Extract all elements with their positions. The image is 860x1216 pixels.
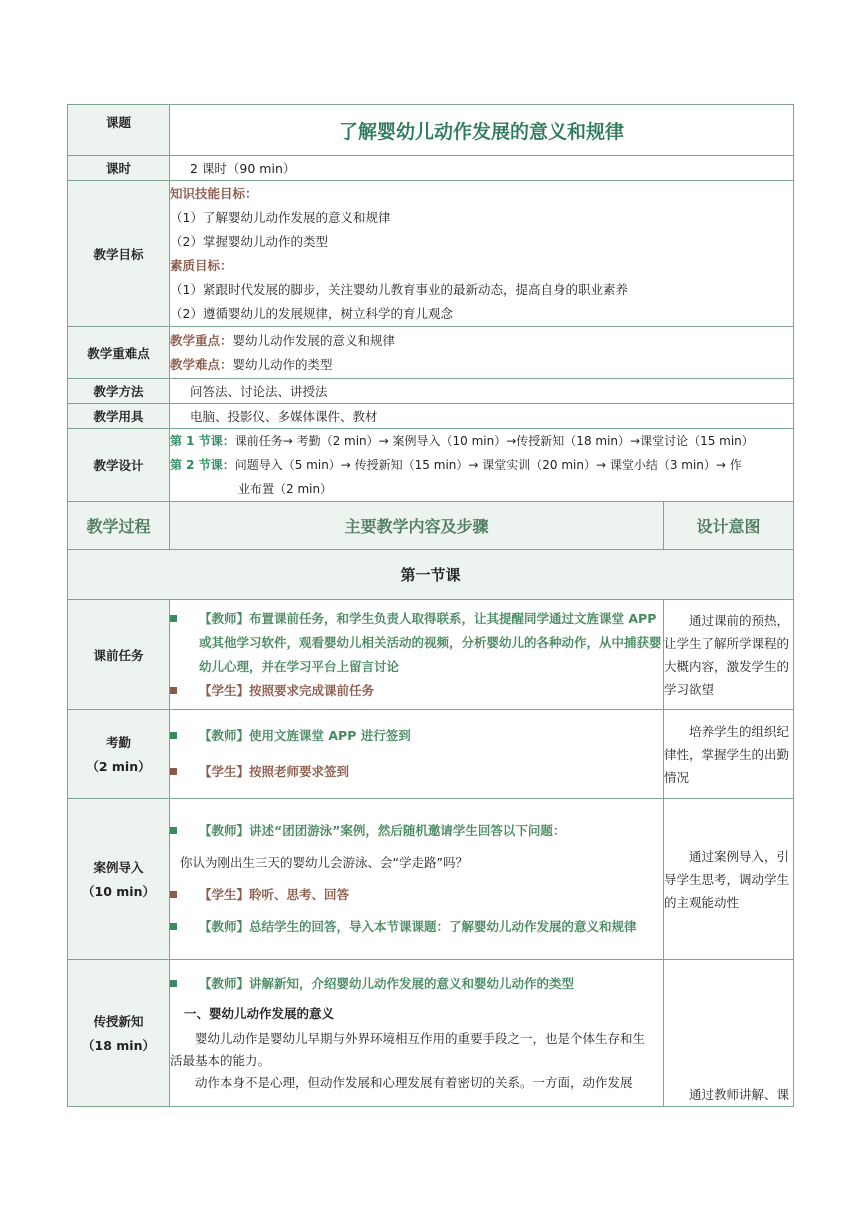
design-label: 教学设计 [68, 429, 170, 502]
keypoints-content [170, 327, 794, 379]
attendance-label [68, 710, 170, 799]
case-teacher1: 【教师】讲述“团团游泳”案例，然后随机邀请学生回答以下问题： [199, 823, 566, 838]
knowledge-item: （2）掌握婴幼儿动作的类型 [170, 233, 328, 249]
section-title: 第一节课 [68, 550, 794, 600]
knowledge-duration: （18 min） [82, 1038, 155, 1053]
case-content [170, 799, 664, 960]
bullet-icon [170, 615, 177, 622]
lesson2-flow: 问题导入（5 min）→ 传授新知（15 min）→ 课堂实训（20 min）→ 课堂小结（3 min）→ 作 [234, 458, 742, 472]
knowledge-heading: 一、婴幼儿动作发展的意义 [184, 1006, 335, 1021]
knowledge-intent: 通过教师讲解、课 [664, 960, 794, 1107]
content-header: 主要教学内容及步骤 [170, 502, 664, 550]
attendance-student: 【学生】按照老师要求签到 [199, 764, 350, 779]
bullet-icon [170, 732, 177, 739]
quality-item: （1）紧跟时代发展的脚步，关注婴幼儿教育事业的最新动态，提高自身的职业素养 [170, 281, 628, 297]
focus-value: 婴幼儿动作发展的意义和规律 [232, 332, 396, 348]
lesson1-flow: 课前任务→ 考勤（2 min）→ 案例导入（10 min）→传授新知（18 min）→课堂讨论（15 min） [234, 434, 754, 448]
knowledge-paragraph: 动作本身不是心理，但动作发展和心理发展有着密切的关系。一方面，动作发展 [195, 1075, 633, 1090]
case-question: 你认为刚出生三天的婴幼儿会游泳、会“学走路”吗？ [180, 855, 468, 870]
lesson-title: 了解婴幼儿动作发展的意义和规律 [170, 105, 794, 156]
attendance-title: 考勤 [105, 735, 131, 750]
case-teacher2: 【教师】总结学生的回答，导入本节课课题：了解婴幼儿动作发展的意义和规律 [199, 919, 637, 934]
pretask-content [170, 600, 664, 710]
keypoints-label: 教学重难点 [68, 327, 170, 379]
knowledge-section-title: 传授新知 [93, 1014, 144, 1029]
case-intent: 通过案例导入，引导学生思考，调动学生的主观能动性 [664, 799, 794, 960]
pretask-student: 【学生】按照要求完成课前任务 [199, 682, 375, 698]
lesson1-label: 第 1 节课： [170, 434, 235, 448]
tools-value: 电脑、投影仪、多媒体课件、教材 [170, 404, 794, 429]
quality-title: 素质目标： [170, 257, 233, 273]
case-title: 案例导入 [93, 860, 144, 875]
objectives-content [170, 181, 794, 327]
intent-header: 设计意图 [664, 502, 794, 550]
bullet-icon [170, 891, 177, 898]
knowledge-content [170, 960, 664, 1107]
case-student: 【学生】聆听、思考、回答 [199, 887, 350, 902]
method-label: 教学方法 [68, 379, 170, 404]
bullet-icon [170, 768, 177, 775]
hours-value: 2 课时（90 min） [170, 156, 794, 181]
hours-label: 课时 [68, 156, 170, 181]
case-label [68, 799, 170, 960]
attendance-teacher: 【教师】使用文旌课堂 APP 进行签到 [199, 728, 411, 743]
pretask-label: 课前任务 [68, 600, 170, 710]
lesson-plan-table [67, 104, 794, 1107]
knowledge-label [68, 960, 170, 1107]
focus-label: 教学重点： [170, 332, 233, 348]
bullet-icon [170, 923, 177, 930]
difficulty-label: 教学难点： [170, 356, 233, 372]
attendance-duration: （2 min） [86, 759, 151, 774]
knowledge-item: （1）了解婴幼儿动作发展的意义和规律 [170, 209, 391, 225]
topic-label: 课题 [68, 105, 170, 156]
method-value: 问答法、讨论法、讲授法 [170, 379, 794, 404]
pretask-intent: 通过课前的预热，让学生了解所学课程的大概内容，激发学生的学习欲望 [664, 600, 794, 710]
knowledge-title: 知识技能目标： [170, 185, 258, 201]
bullet-icon [170, 980, 177, 987]
knowledge-teacher: 【教师】讲解新知，介绍婴幼儿动作发展的意义和婴幼儿动作的类型 [199, 976, 575, 991]
lesson2-flow-cont: 业布置（2 min） [238, 482, 333, 496]
objectives-label: 教学目标 [68, 181, 170, 327]
lesson2-label: 第 2 节课： [170, 458, 235, 472]
knowledge-paragraph: 婴幼儿动作是婴幼儿早期与外界环境相互作用的重要手段之一，也是个体生存和生活最基本的能力。 [170, 1031, 646, 1068]
quality-item: （2）遵循婴幼儿的发展规律，树立科学的育儿观念 [170, 305, 453, 321]
bullet-icon [170, 827, 177, 834]
attendance-content [170, 710, 664, 799]
tools-label: 教学用具 [68, 404, 170, 429]
difficulty-value: 婴幼儿动作的类型 [232, 356, 333, 372]
process-header: 教学过程 [68, 502, 170, 550]
pretask-teacher: 【教师】布置课前任务，和学生负责人取得联系，让其提醒同学通过文旌课堂 APP 或其他学习软件，观看婴幼儿相关活动的视频，分析婴幼儿的各种动作，从中捕获婴幼儿心理，并在学习平台上留言讨论 [199, 610, 662, 674]
case-duration: （10 min） [82, 884, 155, 899]
design-content [170, 429, 794, 502]
attendance-intent: 培养学生的组织纪律性，掌握学生的出勤情况 [664, 710, 794, 799]
bullet-icon [170, 687, 177, 694]
